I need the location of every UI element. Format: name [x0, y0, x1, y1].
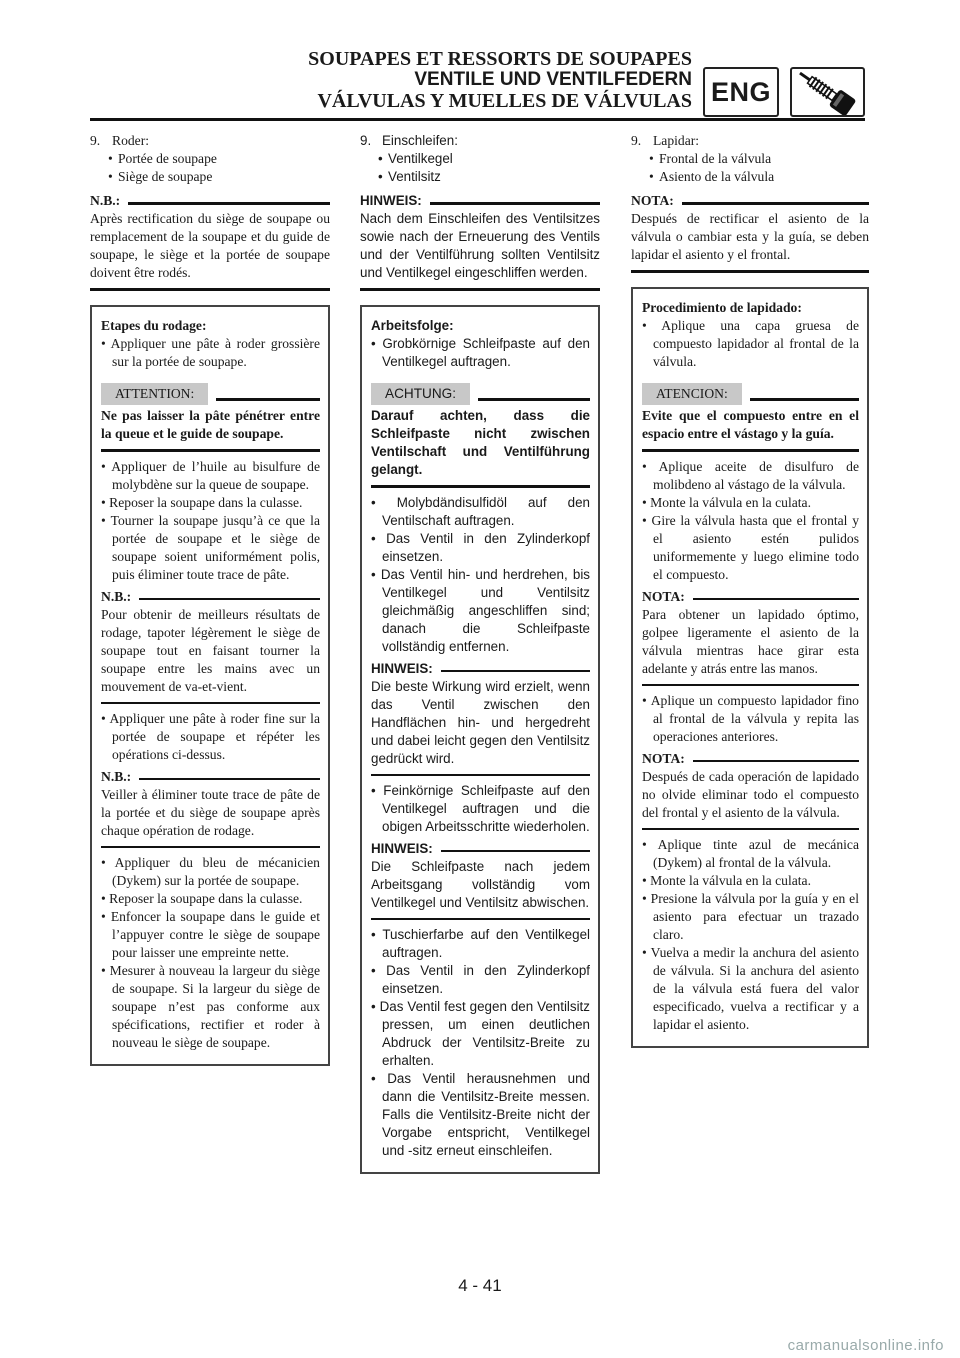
engine-valve-icon: [790, 67, 865, 117]
note-text: Die beste Wirkung wird erzielt, wenn das Ventil zwischen den Handflächen hin- und hergedreht und dabei leicht gegen den Ventilsitz gedrückt wird.: [371, 679, 590, 766]
procedure-step: • Das Ventil herausnehmen und dann die Ventilsitz-Breite messen. Falls die Ventilsitz-Breite nicht der Vorgabe entspricht, Ventilkegel und -sitz erneut einschleifen.: [371, 1070, 590, 1160]
note-heading: NOTA:: [642, 750, 859, 768]
procedure-step: • Mesurer à nouveau la largeur du siège de soupape. Si la largeur du siège de soupape n’est pas conforme aux spécifications, rectifier et roder à nouveau le siège de soupape.: [101, 962, 320, 1052]
procedure-step: • Appliquer de l’huile au bisulfure de molybdène sur la queue de soupape.: [101, 458, 320, 494]
procedure-step: • Reposer la soupape dans la culasse.: [101, 890, 320, 908]
procedure-box: [360, 305, 600, 1174]
column-french: [90, 132, 330, 1066]
procedure-step: • Das Ventil in den Zylinderkopf einsetzen.: [371, 962, 590, 998]
procedure-step: • Presione la válvula por la guía y en el asiento para efectuar un trazado claro.: [642, 890, 859, 944]
procedure-step: • Appliquer du bleu de mécanicien (Dykem) sur la portée de soupape.: [101, 854, 320, 890]
procedure-step: • Molybdändisulfidöl auf den Ventilschaft auftragen.: [371, 494, 590, 530]
procedure-box: [631, 287, 869, 1048]
caution-heading: ACHTUNG:: [371, 383, 590, 405]
note-heading: N.B.:: [101, 588, 320, 606]
procedure-step: • Das Ventil in den Zylinderkopf einsetzen.: [371, 530, 590, 566]
note-text: Nach dem Einschleifen des Ventilsitzes sowie nach der Erneuerung des Ventils und der Ventilführung sollten Ventilsitz und Ventilkegel eingeschliffen werden.: [360, 211, 600, 280]
note-heading: NOTA:: [642, 588, 859, 606]
note-heading: N.B.:: [101, 768, 320, 786]
procedure-step: • Aplique tinte azul de mecánica (Dykem) al frontal de la válvula.: [642, 836, 859, 872]
procedure-step: • Appliquer une pâte à roder fine sur la portée de soupape et répéter les opérations ci-dessus.: [101, 710, 320, 764]
note-text: Pour obtenir de meilleurs résultats de rodage, tapoter légèrement le siège de soupape tout en faisant tourner la soupape entre les mains avec un mouvement de va-et-vient.: [101, 607, 320, 694]
note-text: Après rectification du siège de soupape ou remplacement de la soupape et du guide de soupape, le siège et la portée de soupape doivent être rodés.: [90, 211, 330, 280]
note-heading: HINWEIS:: [360, 192, 600, 210]
note-heading: N.B.:: [90, 192, 330, 210]
note-text: Die Schleifpaste nach jedem Arbeitsgang vollständig vom Ventilkegel und Ventilsitz abwischen.: [371, 859, 590, 910]
note-end-rule: [90, 288, 330, 291]
step-subitem: • Siège de soupape: [90, 168, 330, 186]
step-heading: 9. Einschleifen:: [360, 133, 458, 148]
note-text: Para obtener un lapidado óptimo, golpee ligeramente el asiento de la válvula mientras hace girar esta adelante y atrás entre las manos.: [642, 607, 859, 676]
procedure-step: • Aplique aceite de disulfuro de molibdeno al vástago de la válvula.: [642, 458, 859, 494]
step-subitem: • Frontal de la válvula: [631, 150, 869, 168]
procedure-step: • Feinkörnige Schleifpaste auf den Ventilkegel auftragen und die obigen Arbeitsschritte wiederholen.: [371, 782, 590, 836]
note-text: Después de rectificar el asiento de la válvula o cambiar esta y la guía, se deben lapidar el asiento y el frontal.: [631, 211, 869, 262]
procedure-step: • Das Ventil hin- und herdrehen, bis Ventilkegel und Ventilsitz gleichmäßig angeschliffen sind; danach die Schleifpaste vollständig entfernen.: [371, 566, 590, 656]
step-subitem: • Ventilkegel: [360, 150, 600, 168]
caution-text: Ne pas laisser la pâte pénétrer entre la queue et le guide de soupape.: [101, 408, 320, 441]
column-german: [360, 132, 600, 1174]
procedure-step: • Grobkörnige Schleifpaste auf den Ventilkegel auftragen.: [371, 335, 590, 371]
page-number: 4 - 41: [458, 1276, 502, 1295]
note-text: Veiller à éliminer toute trace de pâte de la portée et du siège de soupape après chaque opération de rodage.: [101, 787, 320, 838]
header-rule: [90, 118, 865, 121]
title-french: SOUPAPES ET RESSORTS DE SOUPAPES: [308, 48, 692, 70]
procedure-step: • Monte la válvula en la culata.: [642, 494, 859, 512]
step-heading: 9. Roder:: [90, 133, 149, 148]
step-subitem: • Asiento de la válvula: [631, 168, 869, 186]
procedure-step: • Vuelva a medir la anchura del asiento de válvula. Si la anchura del asiento de la válvula está fuera del valor especificado, vuelva a rectificar y a lapidar el asiento.: [642, 944, 859, 1034]
title-spanish: VÁLVULAS Y MUELLES DE VÁLVULAS: [317, 90, 692, 112]
title-german: VENTILE UND VENTILFEDERN: [414, 69, 692, 90]
note-end-rule: [631, 270, 869, 273]
caution-heading: ATTENTION:: [101, 383, 320, 405]
note-heading: HINWEIS:: [371, 840, 590, 858]
caution-text: Evite que el compuesto entre en el espacio entre el vástago y la guía.: [642, 408, 859, 441]
step-heading: 9. Lapidar:: [631, 133, 700, 148]
procedure-step: • Das Ventil fest gegen den Ventilsitz pressen, um einen deutlichen Abdruck der Ventilsitz-Breite zu erhalten.: [371, 998, 590, 1070]
note-heading: HINWEIS:: [371, 660, 590, 678]
procedure-step: • Aplique una capa gruesa de compuesto lapidador al frontal de la válvula.: [642, 317, 859, 371]
section-badge: ENG: [703, 67, 779, 117]
procedure-title: Arbeitsfolge:: [371, 318, 454, 333]
note-end-rule: [360, 288, 600, 291]
procedure-title: Etapes du rodage:: [101, 318, 207, 333]
note-heading: NOTA:: [631, 192, 869, 210]
procedure-box: [90, 305, 330, 1066]
caution-text: Darauf achten, dass die Schleifpaste nicht zwischen Ventilschaft und Ventilführung gelangt.: [371, 408, 590, 477]
procedure-step: • Monte la válvula en la culata.: [642, 872, 859, 890]
caution-heading: ATENCION:: [642, 383, 859, 405]
watermark: carmanualsonline.info: [787, 1337, 944, 1354]
procedure-step: • Tuschierfarbe auf den Ventilkegel auftragen.: [371, 926, 590, 962]
procedure-step: • Tourner la soupape jusqu’à ce que la portée de soupape et le siège de soupape soient uniformément polis, puis éliminer toute trace de pâte.: [101, 512, 320, 584]
procedure-title: Procedimiento de lapidado:: [642, 300, 802, 315]
procedure-step: • Enfoncer la soupape dans le guide et l’appuyer contre le siège de soupape pour laisser une empreinte nette.: [101, 908, 320, 962]
procedure-step: • Reposer la soupape dans la culasse.: [101, 494, 320, 512]
procedure-step: • Gire la válvula hasta que el frontal y el asiento estén pulidos uniformemente y luego elimine todo el compuesto.: [642, 512, 859, 584]
column-spanish: [631, 132, 869, 1048]
note-text: Después de cada operación de lapidado no olvide eliminar todo el compuesto del frontal y el asiento de la válvula.: [642, 769, 859, 820]
procedure-step: • Aplique un compuesto lapidador fino al frontal de la válvula y repita las operaciones anteriores.: [642, 692, 859, 746]
step-subitem: • Ventilsitz: [360, 168, 600, 186]
procedure-step: • Appliquer une pâte à roder grossière sur la portée de soupape.: [101, 335, 320, 371]
step-subitem: • Portée de soupape: [90, 150, 330, 168]
